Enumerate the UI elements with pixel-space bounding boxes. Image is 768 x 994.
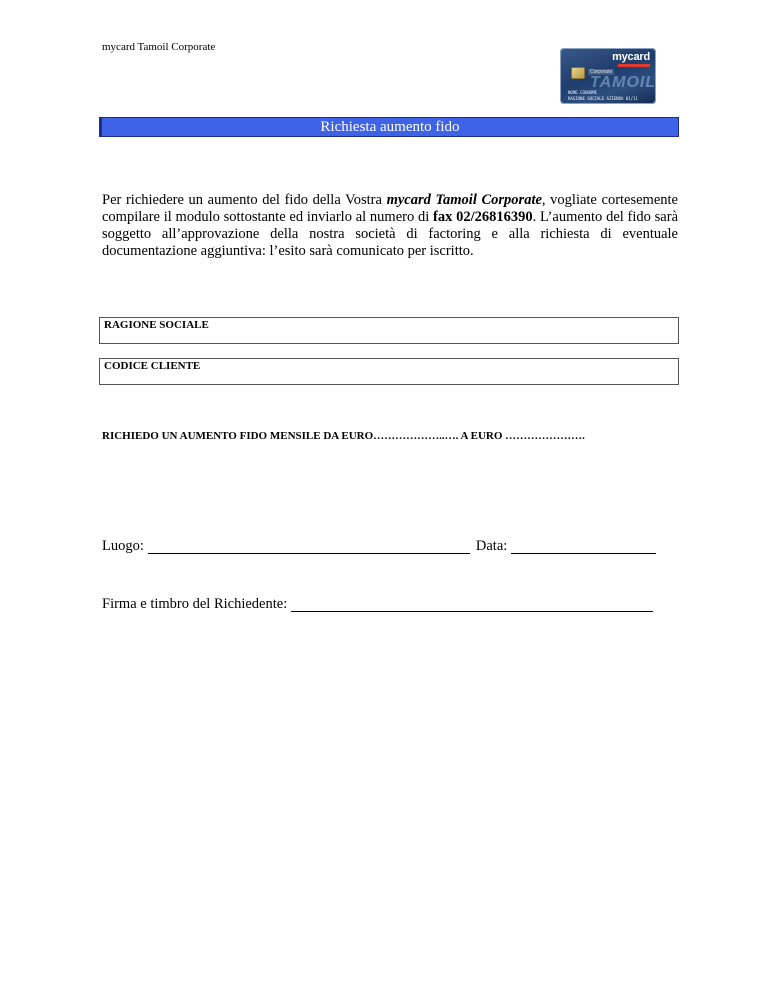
luogo-field[interactable]	[148, 539, 470, 554]
request-amount-line: RICHIEDO UN AUMENTO FIDO MENSILE DA EURO………………..…. A EURO ………………….	[102, 430, 585, 442]
codice-cliente-field[interactable]	[99, 358, 679, 385]
card-brand-text: mycard	[612, 51, 650, 63]
data-label: Data:	[475, 538, 508, 554]
mycard-logo	[560, 48, 656, 104]
luogo-data-row	[102, 538, 656, 555]
intro-brand: mycard Tamoil Corporate	[386, 192, 542, 208]
intro-part-2: , vogliate cortesemente compilare il modulo sottostante ed inviarlo al numero di	[102, 192, 678, 225]
card-big-text: TAMOIL	[590, 74, 656, 91]
card-brand-bar	[618, 64, 650, 67]
firma-row	[102, 596, 653, 613]
title-bar	[99, 117, 679, 137]
intro-fax: fax 02/26816390	[433, 209, 533, 225]
card-line-2: RAGIONE SOCIALE AZIENDA 01/11	[568, 96, 638, 101]
ragione-sociale-label: RAGIONE SOCIALE	[104, 319, 209, 331]
header-label: mycard Tamoil Corporate	[102, 41, 216, 53]
intro-part-1: Per richiedere un aumento del fido della Vostra	[102, 192, 387, 208]
card-chip-icon	[571, 67, 585, 79]
card-subtitle: Corporate	[590, 69, 613, 75]
intro-part-3: . L’aumento del fido sarà soggetto all’approvazione della nostra società di factoring e alla richiesta di eventuale documentazione aggiuntiva: l’esito sarà comunicato per iscritto.	[102, 209, 678, 259]
data-field[interactable]	[511, 539, 656, 554]
luogo-label: Luogo:	[102, 538, 144, 554]
firma-label: Firma e timbro del Richiedente:	[102, 596, 288, 612]
codice-cliente-label: CODICE CLIENTE	[104, 360, 201, 372]
intro-paragraph	[102, 192, 678, 260]
ragione-sociale-field[interactable]	[99, 317, 679, 344]
card-line-1: NOME COGNOME	[568, 90, 597, 95]
page-title: Richiesta aumento fido	[320, 119, 460, 135]
firma-field[interactable]	[291, 597, 653, 612]
